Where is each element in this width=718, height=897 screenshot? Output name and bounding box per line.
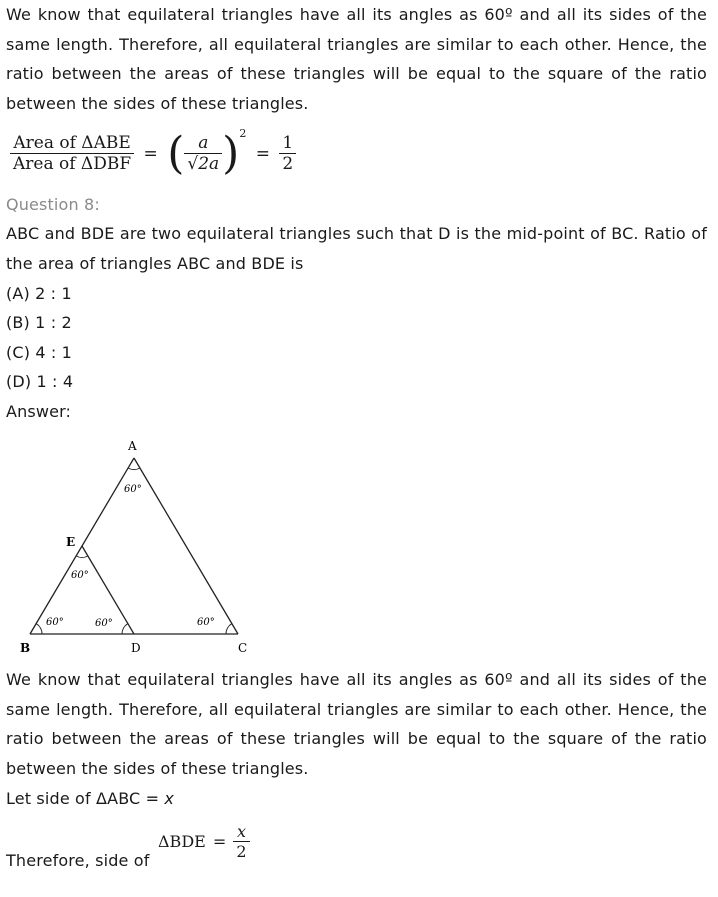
let-side-line: Let side of ΔABC = x [6, 789, 175, 808]
left-paren: ( [167, 128, 185, 179]
option-d: (D) 1 : 4 [6, 372, 74, 391]
vertex-label-c: C [238, 641, 248, 655]
option-b: (B) 1 : 2 [6, 313, 72, 332]
area-ratio-equation: $\frac{\text{Area of ΔABE}}{\text{Area of ΔDBF}}$ = ( $\frac{a}{√2a}$ )$^2$ = $\frac{1}{2}$ [10, 128, 296, 179]
side-ac [134, 458, 238, 634]
angle-label-c: 60° [197, 617, 215, 628]
angle-arc-c [226, 624, 232, 634]
angle-label-d: 60° [95, 618, 113, 629]
vertex-label-e: E [66, 535, 76, 549]
angle-arc-b [36, 624, 42, 634]
bde-side-fraction: $\frac{x}{2}$ [233, 822, 249, 861]
angle-label-e: 60° [71, 570, 89, 581]
result-fraction: $\frac{1}{2}$ [279, 133, 296, 174]
triangle-figure [0, 430, 260, 660]
vertex-label-d: D [131, 641, 141, 655]
angle-arc-d [122, 624, 128, 634]
therefore-text: Therefore, side of [6, 851, 150, 870]
bde-side-equation: ΔBDE = $\frac{x}{2}$ [158, 822, 250, 861]
question-heading: Question 8: [6, 195, 100, 214]
area-ratio-fraction: $\frac{\text{Area of ΔABE}}{\text{Area of ΔDBF}}$ [10, 133, 134, 174]
side-ratio-fraction: $\frac{a}{√2a}$ [184, 133, 222, 174]
vertex-label-a: A [128, 439, 137, 453]
vertex-label-b: B [20, 641, 31, 655]
answer-label: Answer: [6, 402, 72, 421]
question-text: ABC and BDE are two equilateral triangles such that D is the mid-point of BC. Ratio of the area of triangles ABC and BDE is [6, 224, 707, 273]
option-c: (C) 4 : 1 [6, 343, 73, 362]
angle-arc-a [128, 468, 140, 470]
intro-paragraph: We know that equilateral triangles have all its angles as 60º and all its sides of the same length. Therefore, all equilateral triangles are similar to each other. Hence, the ratio between the areas of these triangles will be equal to the square of the ratio between the sides of these triangles. [6, 5, 707, 113]
option-a: (A) 2 : 1 [6, 284, 72, 303]
right-paren: ) [222, 128, 240, 179]
angle-arc-e [76, 556, 87, 558]
angle-label-b: 60° [46, 617, 64, 628]
explanation-paragraph: We know that equilateral triangles have all its angles as 60º and all its sides of the same length. Therefore, all equilateral triangles are similar to each other. Hence, the ratio between the areas of these triangles will be equal to the square of the ratio between the sides of these triangles. [6, 670, 707, 778]
angle-label-a: 60° [124, 484, 142, 495]
